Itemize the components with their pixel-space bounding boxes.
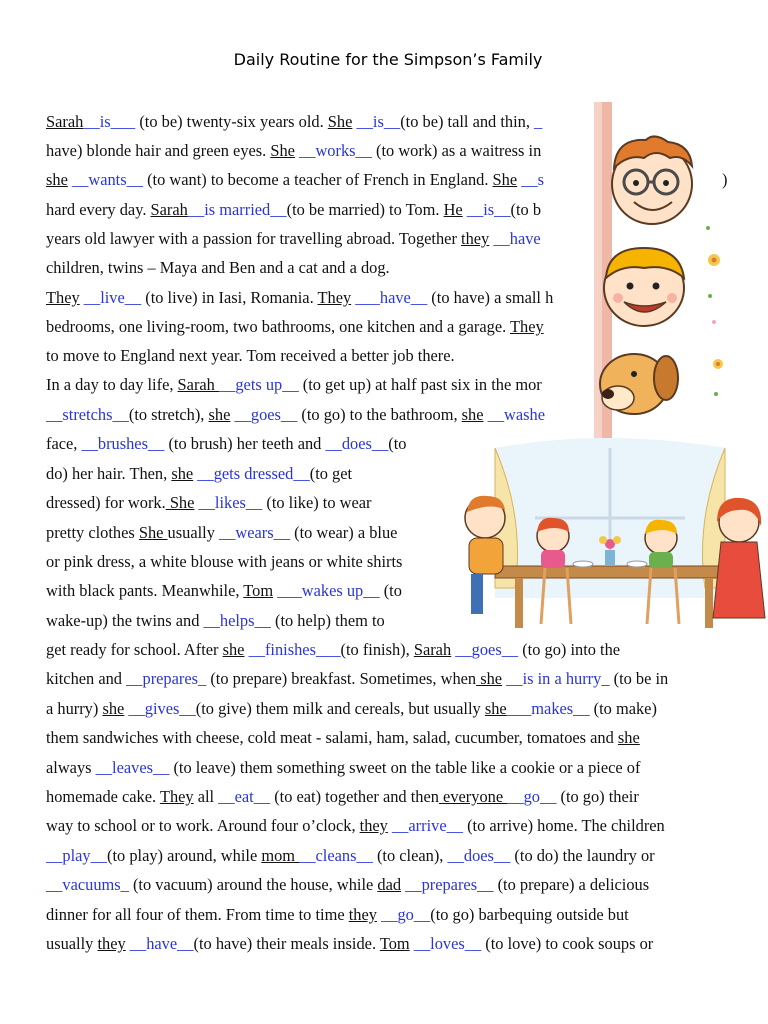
subject-word: she xyxy=(484,699,507,718)
stray-parenthesis: ) xyxy=(722,170,728,189)
girl-figure-icon xyxy=(537,518,569,568)
text-segment: all xyxy=(193,787,219,806)
answer-blank: __stretchs__ xyxy=(46,405,129,424)
answer-blank: __is__ xyxy=(356,112,401,131)
text-line xyxy=(46,816,665,836)
text-segment: (to get xyxy=(309,464,353,483)
text-segment: (to stretch), xyxy=(128,405,209,424)
text-segment: (to help) them to xyxy=(270,611,385,630)
text-segment: wake-up) the twins and xyxy=(46,611,204,630)
text-segment: (to vacuum) around the house, while xyxy=(128,875,378,894)
text-line xyxy=(46,523,397,543)
answer-blank: __s xyxy=(521,170,545,189)
subject-word: she xyxy=(461,405,484,424)
text-segment: years old lawyer with a passion for travelling abroad. Together xyxy=(46,229,462,248)
text-segment: homemade cake. xyxy=(46,787,160,806)
flower-icon xyxy=(713,359,723,369)
text-segment: (to arrive) home. The children xyxy=(462,816,665,835)
answer-blank: __wants__ xyxy=(71,170,143,189)
dad-head-icon xyxy=(612,136,692,224)
page-title: Daily Routine for the Simpson’s Family xyxy=(233,50,543,69)
text-segment: do) her hair. Then, xyxy=(46,464,172,483)
answer-blank: __prepares__ xyxy=(405,875,494,894)
subject-word: she xyxy=(476,669,503,688)
subject-word: She xyxy=(492,170,518,189)
subject-word: She xyxy=(165,493,195,512)
text-segment: (to wear) a blue xyxy=(290,523,398,542)
subject-word: Sarah xyxy=(46,112,84,131)
text-segment: face, xyxy=(46,434,82,453)
subject-word: she xyxy=(617,728,640,747)
family-peeking-illustration xyxy=(594,102,768,440)
answer-blank: __finishes___ xyxy=(248,640,341,659)
text-segment: (to prepare) breakfast. Sometimes, when xyxy=(206,669,477,688)
text-line xyxy=(46,934,653,954)
text-segment: (to go) barbequing outside but xyxy=(430,905,629,924)
subject-word: They xyxy=(510,317,544,336)
boy-head-icon xyxy=(604,248,684,326)
answer-blank: __does__ xyxy=(447,846,511,865)
text-segment: get ready for school. After xyxy=(46,640,223,659)
answer-blank: __live__ xyxy=(83,288,142,307)
text-line xyxy=(46,170,544,190)
text-line xyxy=(46,112,542,132)
text-segment: (to leave) them something sweet on the table like a cookie or a piece of xyxy=(169,758,641,777)
answer-blank: __go__ xyxy=(507,787,557,806)
text-line xyxy=(46,699,657,719)
answer-blank: ___makes__ xyxy=(506,699,590,718)
text-line xyxy=(46,640,620,660)
text-segment: (to live) in Iasi, Romania. xyxy=(141,288,318,307)
answer-blank: __does__ xyxy=(325,434,389,453)
text-segment: (to be in xyxy=(609,669,669,688)
answer-blank: __cleans__ xyxy=(299,846,373,865)
text-segment: way to school or to work. Around four o’clock, xyxy=(46,816,360,835)
subject-word: Sarah xyxy=(177,375,219,394)
answer-blank: __is__ xyxy=(466,200,511,219)
text-line xyxy=(46,464,352,484)
answer-blank: __works__ xyxy=(299,141,372,160)
text-line xyxy=(46,405,545,425)
answer-blank: __is___ xyxy=(83,112,136,131)
flower-icon xyxy=(708,254,720,266)
answer-blank: __gets dressed__ xyxy=(197,464,310,483)
subject-word: mom xyxy=(261,846,300,865)
text-segment: In a day to day life, xyxy=(46,375,178,394)
subject-word: she xyxy=(102,699,125,718)
text-line xyxy=(46,846,655,866)
text-line xyxy=(46,875,649,895)
answer-blank: __goes__ xyxy=(234,405,298,424)
text-segment: or pink dress, a white blouse with jeans or white shirts xyxy=(46,552,403,571)
text-line xyxy=(46,346,455,366)
answer-blank: ___wakes up__ xyxy=(277,581,380,600)
subject-word: They xyxy=(317,288,352,307)
subject-word: they xyxy=(461,229,490,248)
answer-blank: ___have__ xyxy=(355,288,428,307)
text-segment: (to xyxy=(388,434,407,453)
answer-blank: __leaves__ xyxy=(95,758,170,777)
text-line xyxy=(46,434,407,454)
text-segment: (to have) their meals inside. xyxy=(193,934,380,953)
text-segment: a hurry) xyxy=(46,699,103,718)
text-line xyxy=(46,141,541,161)
answer-blank: __wears__ xyxy=(219,523,291,542)
subject-word: she xyxy=(222,640,245,659)
text-line xyxy=(46,317,544,337)
answer-blank: __loves__ xyxy=(413,934,482,953)
text-segment: (to clean), xyxy=(372,846,448,865)
boy-figure-icon xyxy=(645,520,677,568)
text-segment: (to want) to become a teacher of French in England. xyxy=(143,170,493,189)
text-segment: always xyxy=(46,758,96,777)
answer-blank: __goes__ xyxy=(455,640,519,659)
subject-word: they xyxy=(348,905,377,924)
answer-blank: __have xyxy=(493,229,541,248)
mom-figure-icon xyxy=(713,498,765,618)
text-segment: (to prepare) a delicious xyxy=(493,875,650,894)
subject-word: She xyxy=(138,523,168,542)
subject-word: They xyxy=(46,288,80,307)
text-segment: (to go) to the bathroom, xyxy=(297,405,462,424)
answer-blank: __eat__ xyxy=(218,787,271,806)
answer-blank: __have__ xyxy=(129,934,194,953)
text-segment: bedrooms, one living-room, two bathrooms, one kitchen and a garage. xyxy=(46,317,510,336)
subject-word: Tom xyxy=(379,934,410,953)
text-line xyxy=(46,787,639,807)
text-segment: (to go) their xyxy=(556,787,639,806)
text-segment: dinner for all four of them. From time to time xyxy=(46,905,349,924)
text-line xyxy=(46,581,402,601)
family-breakfast-illustration xyxy=(455,438,768,634)
text-line xyxy=(46,288,553,308)
text-segment: (to do) the laundry or xyxy=(510,846,655,865)
subject-word: she xyxy=(46,170,68,189)
subject-word: she xyxy=(208,405,231,424)
answer-blank: __play__ xyxy=(46,846,108,865)
text-segment: with black pants. Meanwhile, xyxy=(46,581,244,600)
answer-blank: _ xyxy=(534,112,543,131)
text-segment: (to like) to wear xyxy=(262,493,372,512)
text-line xyxy=(46,258,390,278)
text-segment: (to go) into the xyxy=(518,640,621,659)
subject-word: He xyxy=(443,200,463,219)
text-line xyxy=(46,669,668,689)
subject-word: Sarah xyxy=(150,200,188,219)
answer-blank: __arrive__ xyxy=(391,816,463,835)
subject-word: They xyxy=(159,787,194,806)
answer-blank: __likes__ xyxy=(198,493,263,512)
text-segment: usually xyxy=(46,934,98,953)
answer-blank: __vacuums_ xyxy=(46,875,129,894)
subject-word: She xyxy=(327,112,353,131)
dog-head-icon xyxy=(600,354,678,414)
text-segment: dressed) for work. xyxy=(46,493,166,512)
text-segment: (to give) them milk and cereals, but usually xyxy=(195,699,485,718)
text-segment: (to eat) together and then xyxy=(270,787,439,806)
text-line xyxy=(46,728,640,748)
text-line xyxy=(46,905,629,925)
text-segment: (to brush) her teeth and xyxy=(164,434,326,453)
answer-blank: __is married__ xyxy=(187,200,287,219)
text-line xyxy=(46,200,541,220)
text-segment: them sandwiches with cheese, cold meat - salami, ham, salad, cucumber, tomatoes and xyxy=(46,728,618,747)
text-segment: (to be married) to Tom. xyxy=(286,200,444,219)
text-line xyxy=(46,552,402,572)
text-line xyxy=(46,375,542,395)
text-segment: hard every day. xyxy=(46,200,151,219)
subject-word: Sarah xyxy=(413,640,452,659)
answer-blank: __brushes__ xyxy=(81,434,165,453)
text-line xyxy=(46,493,372,513)
answer-blank: __washe xyxy=(487,405,545,424)
text-segment: (to b xyxy=(510,200,542,219)
text-line xyxy=(46,229,541,249)
text-segment: (to xyxy=(379,581,402,600)
text-line xyxy=(46,758,640,778)
text-segment: have) blonde hair and green eyes. xyxy=(46,141,271,160)
text-segment: (to finish), xyxy=(340,640,414,659)
subject-word: they xyxy=(97,934,126,953)
text-segment: (to have) a small h xyxy=(427,288,554,307)
text-segment: usually xyxy=(167,523,219,542)
subject-word: dad xyxy=(377,875,402,894)
answer-blank: __gets up__ xyxy=(218,375,299,394)
answer-blank: __helps__ xyxy=(203,611,271,630)
text-line xyxy=(46,611,385,631)
answer-blank: __gives__ xyxy=(128,699,196,718)
answer-blank: __prepares_ xyxy=(126,669,207,688)
subject-word: they xyxy=(359,816,388,835)
subject-word: she xyxy=(171,464,194,483)
text-segment: pretty clothes xyxy=(46,523,139,542)
answer-blank: __go__ xyxy=(381,905,431,924)
text-segment: (to be) tall and thin, xyxy=(400,112,535,131)
text-segment: kitchen and xyxy=(46,669,127,688)
subject-word: Tom xyxy=(243,581,274,600)
text-segment: (to be) twenty-six years old. xyxy=(135,112,328,131)
subject-word: everyone xyxy=(438,787,508,806)
text-segment: (to love) to cook soups or xyxy=(481,934,654,953)
text-segment: (to play) around, while xyxy=(107,846,262,865)
subject-word: She xyxy=(270,141,295,160)
text-segment: children, twins – Maya and Ben and a cat and a dog. xyxy=(46,258,390,277)
text-segment: (to work) as a waitress in xyxy=(371,141,542,160)
text-segment: (to make) xyxy=(589,699,657,718)
text-segment: to move to England next year. Tom received a better job there. xyxy=(46,346,455,365)
text-segment: (to get up) at half past six in the mor xyxy=(298,375,542,394)
answer-blank: __is in a hurry_ xyxy=(506,669,610,688)
